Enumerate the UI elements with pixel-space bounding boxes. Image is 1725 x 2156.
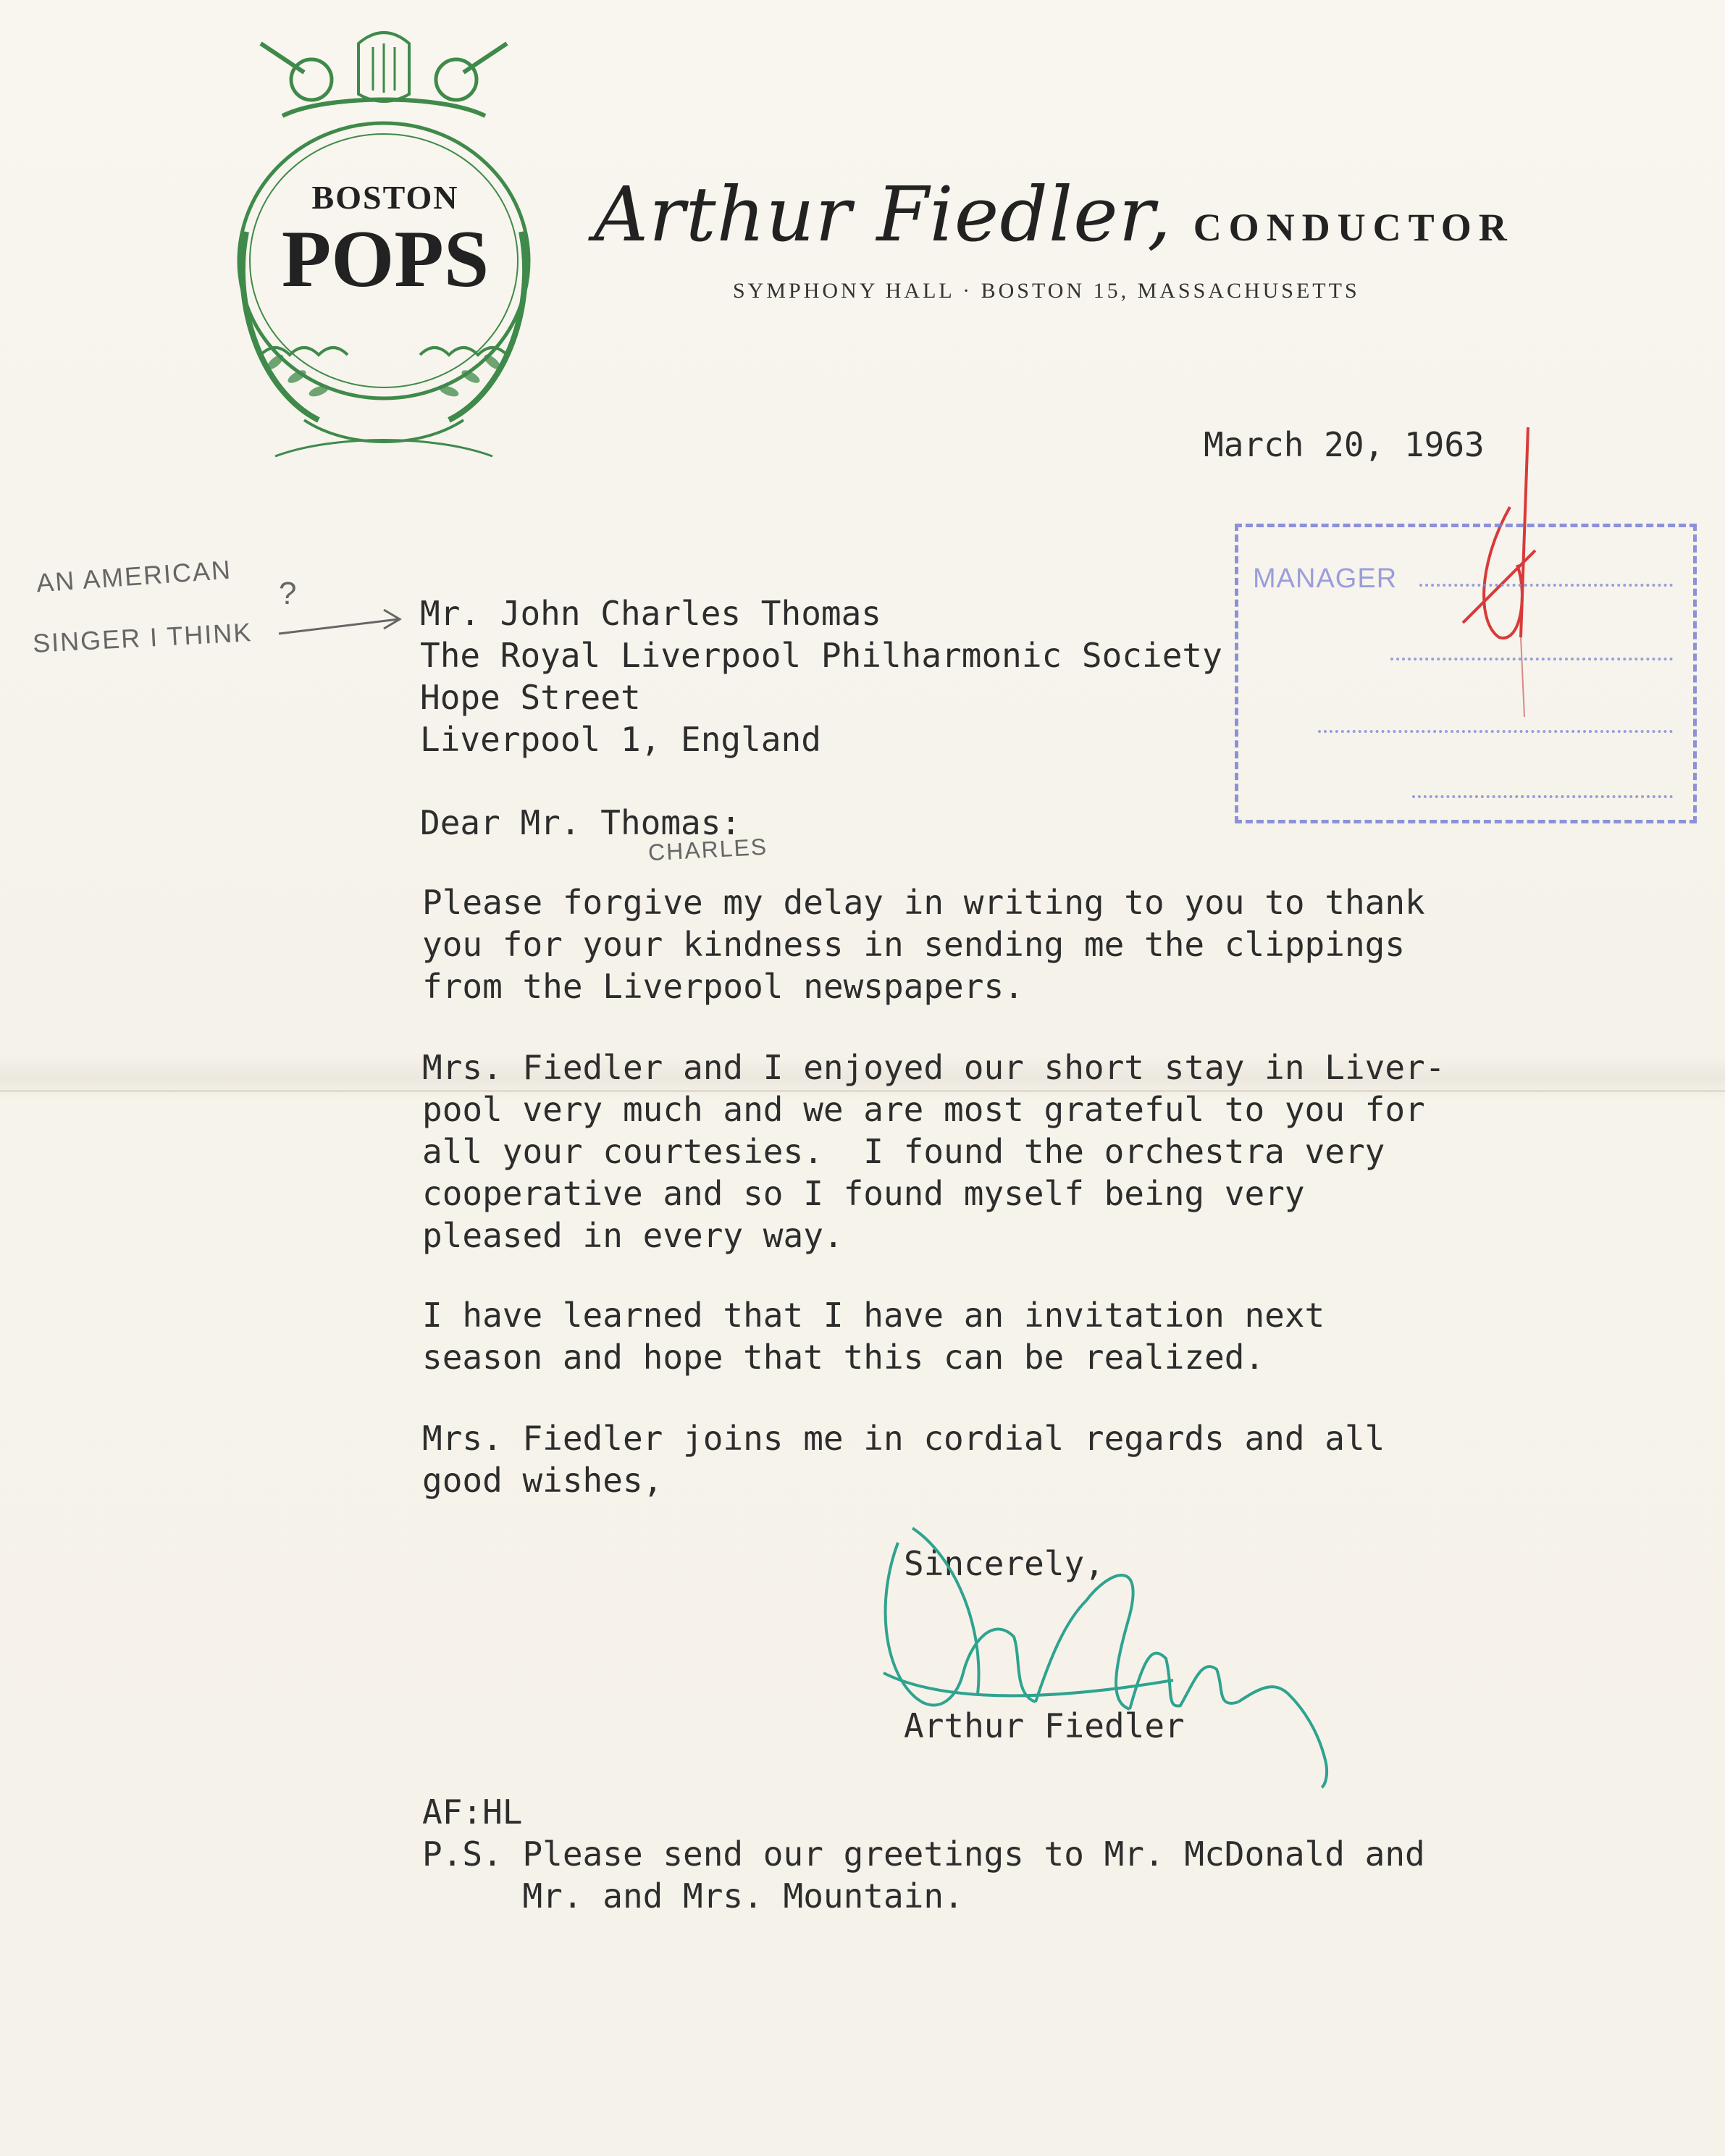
paragraph-1: Please forgive my delay in writing to you to thank you for your kindness in sending me the clippings from the Liverpool newspapers. [422,883,1425,1006]
recipient-name: Mr. John Charles Thomas [420,594,881,633]
arrow-icon [275,601,406,645]
margin-note-line1: AN AMERICAN [35,554,233,598]
postscript: P.S. Please send our greetings to Mr. McDonald and Mr. and Mrs. Mountain. [422,1834,1425,1916]
stamp-label: MANAGER [1253,563,1398,594]
paragraph-3: I have learned that I have an invitation next season and hope that this can be realized. [422,1296,1325,1377]
paragraph-2: Mrs. Fiedler and I enjoyed our short stay in Liver- pool very much and we are most grateful to you for all your courtesies. I found the orchestra very cooperative and so I found myself being very pleased in every way. [422,1048,1445,1255]
stamp-line [1419,584,1673,587]
typist-initials: AF:HL [422,1792,523,1832]
stamp-line [1390,658,1673,660]
logo-boston-text: BOSTON [311,179,459,216]
manager-stamp [1235,524,1697,823]
letterhead-title [594,170,1514,259]
boston-pops-logo [217,14,550,478]
letterhead-name: Arthur Fiedler, [594,170,1172,259]
margin-note-question: ? [279,576,298,611]
paragraph-4: Mrs. Fiedler joins me in cordial regards and all good wishes, [422,1419,1385,1500]
salutation: Dear Mr. Thomas: [420,803,742,842]
letter-date: March 20, 1963 [1204,425,1485,464]
recipient-city: Liverpool 1, England [420,720,821,759]
logo-pops-text: POPS [281,214,490,304]
charles-note: CHARLES [647,833,768,866]
stamp-line [1412,795,1673,798]
recipient-street: Hope Street [420,678,641,717]
stamp-line [1318,730,1673,733]
closing: Sincerely, [904,1544,1104,1583]
handwritten-signature [869,1514,1332,1789]
recipient-org: The Royal Liverpool Philharmonic Society [420,636,1222,675]
letterhead-role: CONDUCTOR [1193,206,1514,249]
letterhead-address: SYMPHONY HALL · BOSTON 15, MASSACHUSETTS [733,279,1360,303]
margin-note-line2: SINGER I THINK [32,617,253,658]
signer-name: Arthur Fiedler [904,1706,1185,1745]
